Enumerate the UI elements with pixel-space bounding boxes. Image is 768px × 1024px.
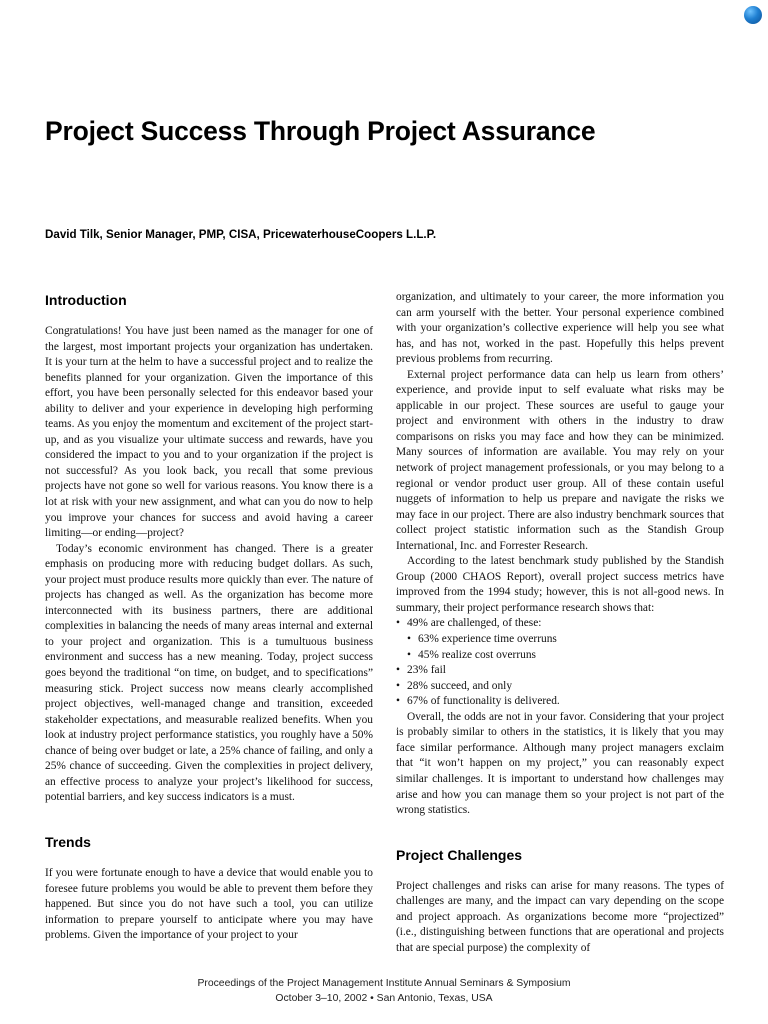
footer-proceedings: Proceedings of the Project Management Institute Annual Seminars & Symposium [197, 978, 571, 989]
project-challenges-paragraph-1: Project challenges and risks can arise for many reasons. The types of challenges are many, and the impact can vary depending on the scope and project approach. As organizations become more “projectized” (i.e., distinguishing between functions that are operational and projects that are special purpose) the complexity of [396, 879, 724, 954]
list-item: • 28% succeed, and only [396, 679, 724, 695]
right-column [396, 290, 724, 956]
list-item: • 23% fail [396, 663, 724, 679]
blue-orb-decoration [744, 6, 762, 24]
trends-paragraph-1: If you were fortunate enough to have a device that would enable you to foresee future problems you would be able to prevent them before they happened. But since you do not have such a tool, you can utilize information to prepare yourself to anticipate where you may have problems. Given the importance of your project to your [45, 866, 373, 942]
introduction-paragraph-1: Congratulations! You have just been named as the manager for one of the largest, most important projects your organization has undertaken. It is your turn at the helm to have a successful project and to realize the benefits planned for your organization. Given the importance of this effort, you have been personally selected for this endeavor based your ability to deliver and your experience in developing high performing teams. As you enjoy the momentum and excitement of the project start-up, and as you visualize your ultimate success and rewards, have you considered the impact to you and to your organization if the project is not successful? As you look back, you recall that some previous projects have not gone so well for various reasons. You know there is a lot at risk with your new assignment, and what can you do now to help you improve your chances for success and avoid having a career limiting—or ending—project? [45, 325, 373, 540]
list-item: • 63% experience time overruns [396, 632, 724, 648]
project-challenges-heading: Project Challenges [396, 846, 523, 863]
external-data-paragraph: External project performance data can help us learn from others’ experience, and provide input to self evaluate what risks may be applicable in our project. These sources are useful to gauge your project and environment with others in the industry to draw comparisons on risks you may face and how they can be minimized. Many sources of information are available. You may rely on your network of project management professionals, or you may belong to a regional or vendor product user group. All of these contain useful nuggets of information to help us prepare and navigate the risks we may face in our project. There are also industry benchmark sources that collect project statistic information such as the Standish Group International, Inc. and Forrester Research. [396, 368, 724, 552]
footer-dates-location: October 3–10, 2002 • San Antonio, Texas, USA [275, 993, 493, 1004]
list-item: • 45% realize cost overruns [396, 648, 724, 664]
page-footer [0, 976, 768, 1006]
benchmark-paragraph: According to the latest benchmark study published by the Standish Group (2000 CHAOS Report), overall project success metrics have improved from the 1994 study; however, this is not all-good news. In summary, their project performance research shows that: [396, 555, 724, 614]
list-item: • 49% are challenged, of these: [396, 616, 724, 632]
odds-paragraph: Overall, the odds are not in your favor. Considering that your project is probably similar to others in the statistics, it is likely that you may face similar performance. Although many project managers exclaim that “it won’t happen on my project,” you can reasonably expect similar challenges. It is important to understand how challenges may arise and how you can manage them so your project is not part of the wrong statistics. [396, 710, 724, 817]
statistics-list [396, 616, 724, 709]
list-item: • 67% of functionality is delivered. [396, 694, 724, 710]
introduction-paragraph-2: Today’s economic environment has changed. There is a greater emphasis on producing more with reducing budget dollars. As such, your project must produce results more quickly than ever. The nature of projects has changed as well. As the organization has become more interconnected with its business partners, there are additional complexities in balancing the needs of many areas internal and external to your project and organization. This is a tumultuous business environment and success has a new meaning. Today, project success goes beyond the traditional “on time, on budget, and to specifications” measuring stick. Project success now means clearly accomplished project objectives, well-managed change and transition, exceeded stakeholder expectations, and measurable realized benefits. When you look at industry project performance statistics, you roughly have a 50% chance of being over budget or late, a 25% chance of failing, and only a 25% chance of succeeding. Given the complexities in project delivery, an effective process to analyze your project’s likelihood for success, potential barriers, and key success indicators is a must. [45, 542, 373, 804]
author-line: David Tilk, Senior Manager, PMP, CISA, PricewaterhouseCoopers L.L.P. [45, 228, 437, 241]
continued-paragraph: organization, and ultimately to your career, the more information you can arm yourself with the better. Your personal experience combined with your organization’s collective experience will help you see what has, and has not, worked in the past. Hopefully this helps prevent previous problems from recurring. [396, 291, 724, 366]
paper-title: Project Success Through Project Assurance [45, 116, 596, 146]
introduction-heading: Introduction [45, 292, 127, 308]
left-column [45, 290, 373, 944]
trends-heading: Trends [45, 833, 91, 850]
